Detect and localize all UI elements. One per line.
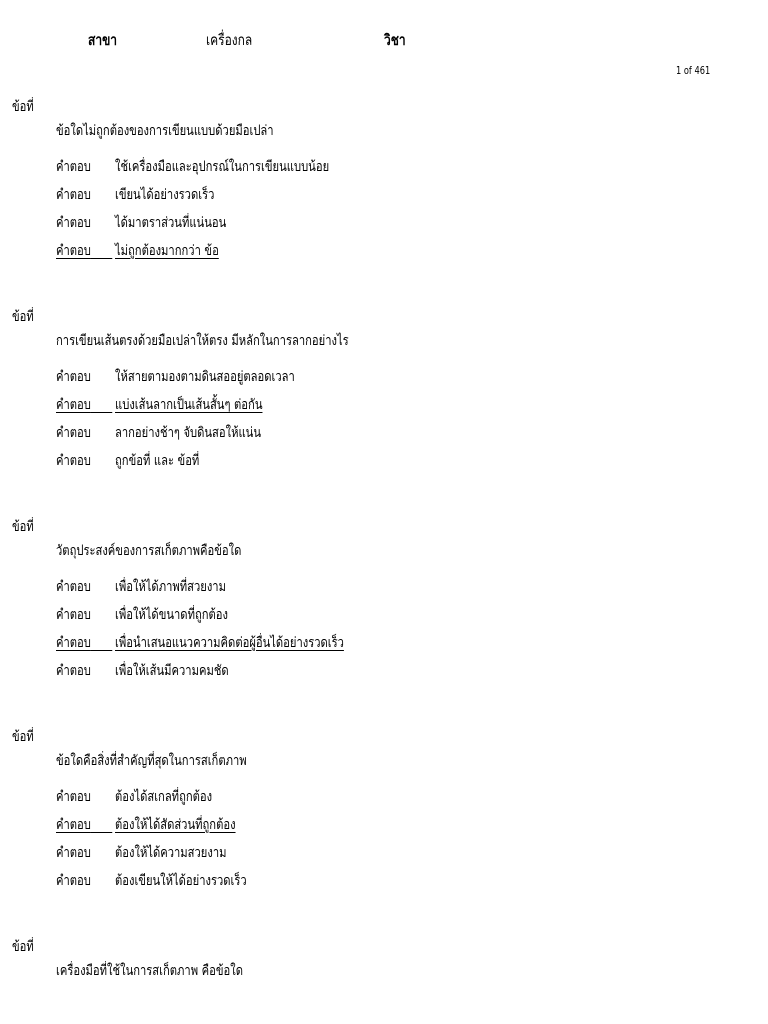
answer-text: ต้องเขียนให้ได้อย่างรวดเร็ว bbox=[115, 873, 247, 889]
answer-label: คำตอบ bbox=[56, 845, 91, 861]
question-text: วัตถุประสงค์ของการสเก็ตภาพคือข้อใด bbox=[56, 543, 242, 559]
answer-text: เพื่อให้เส้นมีความคมชัด bbox=[115, 663, 229, 679]
answer-text: ลากอย่างช้าๆ จับดินสอให้แน่น bbox=[115, 425, 261, 441]
answer-option-correct bbox=[0, 394, 768, 418]
answer-label: คำตอบ bbox=[56, 635, 91, 651]
question-block bbox=[0, 96, 768, 296]
answer-label: คำตอบ bbox=[56, 159, 91, 175]
answer-label: คำตอบ bbox=[56, 873, 91, 889]
answer-text: เขียนได้อย่างรวดเร็ว bbox=[115, 187, 215, 203]
branch-value: เครื่องกล bbox=[206, 31, 253, 49]
question-text: การเขียนเส้นตรงด้วยมือเปล่าให้ตรง มีหลักในการลากอย่างไร bbox=[56, 333, 349, 349]
answer-option bbox=[0, 422, 768, 446]
answer-option bbox=[0, 786, 768, 810]
answer-text: เพื่อให้ได้ภาพที่สวยงาม bbox=[115, 579, 226, 595]
question-number-label: ข้อที่ bbox=[12, 939, 34, 955]
answer-label: คำตอบ bbox=[56, 817, 91, 833]
answer-text: ถูกข้อที่ และ ข้อที่ bbox=[115, 453, 200, 469]
answer-option bbox=[0, 184, 768, 208]
answer-option bbox=[0, 576, 768, 600]
answer-text: ต้องได้สเกลที่ถูกต้อง bbox=[115, 789, 213, 805]
answer-label: คำตอบ bbox=[56, 789, 91, 805]
answer-option bbox=[0, 450, 768, 474]
answer-label: คำตอบ bbox=[56, 243, 91, 259]
answer-option-correct bbox=[0, 632, 768, 656]
question-text: ข้อใดไม่ถูกต้องของการเขียนแบบด้วยมือเปล่า bbox=[56, 123, 274, 139]
answer-option bbox=[0, 604, 768, 628]
question-number-label: ข้อที่ bbox=[12, 519, 34, 535]
question-text: ข้อใดคือสิ่งที่สำคัญที่สุดในการสเก็ตภาพ bbox=[56, 753, 247, 769]
question-block bbox=[0, 306, 768, 506]
question-number-label: ข้อที่ bbox=[12, 99, 34, 115]
answer-text: ต้องให้ได้ความสวยงาม bbox=[115, 845, 227, 861]
answer-option bbox=[0, 156, 768, 180]
answer-option-correct bbox=[0, 240, 768, 264]
page-count: 1 of 461 bbox=[676, 64, 711, 77]
answer-option bbox=[0, 870, 768, 894]
question-block bbox=[0, 936, 768, 1024]
answer-option bbox=[0, 366, 768, 390]
question-number-label: ข้อที่ bbox=[12, 729, 34, 745]
answer-option bbox=[0, 212, 768, 236]
question-text: เครื่องมือที่ใช้ในการสเก็ตภาพ คือข้อใด bbox=[56, 963, 243, 979]
answer-option bbox=[0, 660, 768, 684]
answer-option bbox=[0, 842, 768, 866]
answer-label: คำตอบ bbox=[56, 607, 91, 623]
answer-text: ไม่ถูกต้องมากกว่า ข้อ bbox=[115, 243, 219, 259]
answer-text: ต้องให้ได้สัดส่วนที่ถูกต้อง bbox=[115, 817, 236, 833]
answer-text: แบ่งเส้นลากเป็นเส้นสั้นๆ ต่อกัน bbox=[115, 397, 263, 413]
answer-label: คำตอบ bbox=[56, 663, 91, 679]
subject-label: วิชา bbox=[384, 31, 406, 49]
answer-text: เพื่อนำเสนอแนวความคิดต่อผู้อื่นได้อย่างรวดเร็ว bbox=[115, 635, 344, 651]
answer-label: คำตอบ bbox=[56, 453, 91, 469]
branch-label: สาขา bbox=[88, 31, 118, 49]
question-block bbox=[0, 516, 768, 716]
answer-label: คำตอบ bbox=[56, 579, 91, 595]
answer-label: คำตอบ bbox=[56, 397, 91, 413]
question-number-label: ข้อที่ bbox=[12, 309, 34, 325]
answer-text: เพื่อให้ได้ขนาดที่ถูกต้อง bbox=[115, 607, 228, 623]
answer-text: ได้มาตราส่วนที่แน่นอน bbox=[115, 215, 227, 231]
answer-text: ให้สายตามองตามดินสออยู่ตลอดเวลา bbox=[115, 369, 295, 385]
answer-option-correct bbox=[0, 814, 768, 838]
answer-label: คำตอบ bbox=[56, 369, 91, 385]
answer-label: คำตอบ bbox=[56, 215, 91, 231]
answer-text: ใช้เครื่องมือและอุปกรณ์ในการเขียนแบบน้อย bbox=[115, 159, 330, 175]
answer-label: คำตอบ bbox=[56, 425, 91, 441]
answer-label: คำตอบ bbox=[56, 187, 91, 203]
question-block bbox=[0, 726, 768, 926]
